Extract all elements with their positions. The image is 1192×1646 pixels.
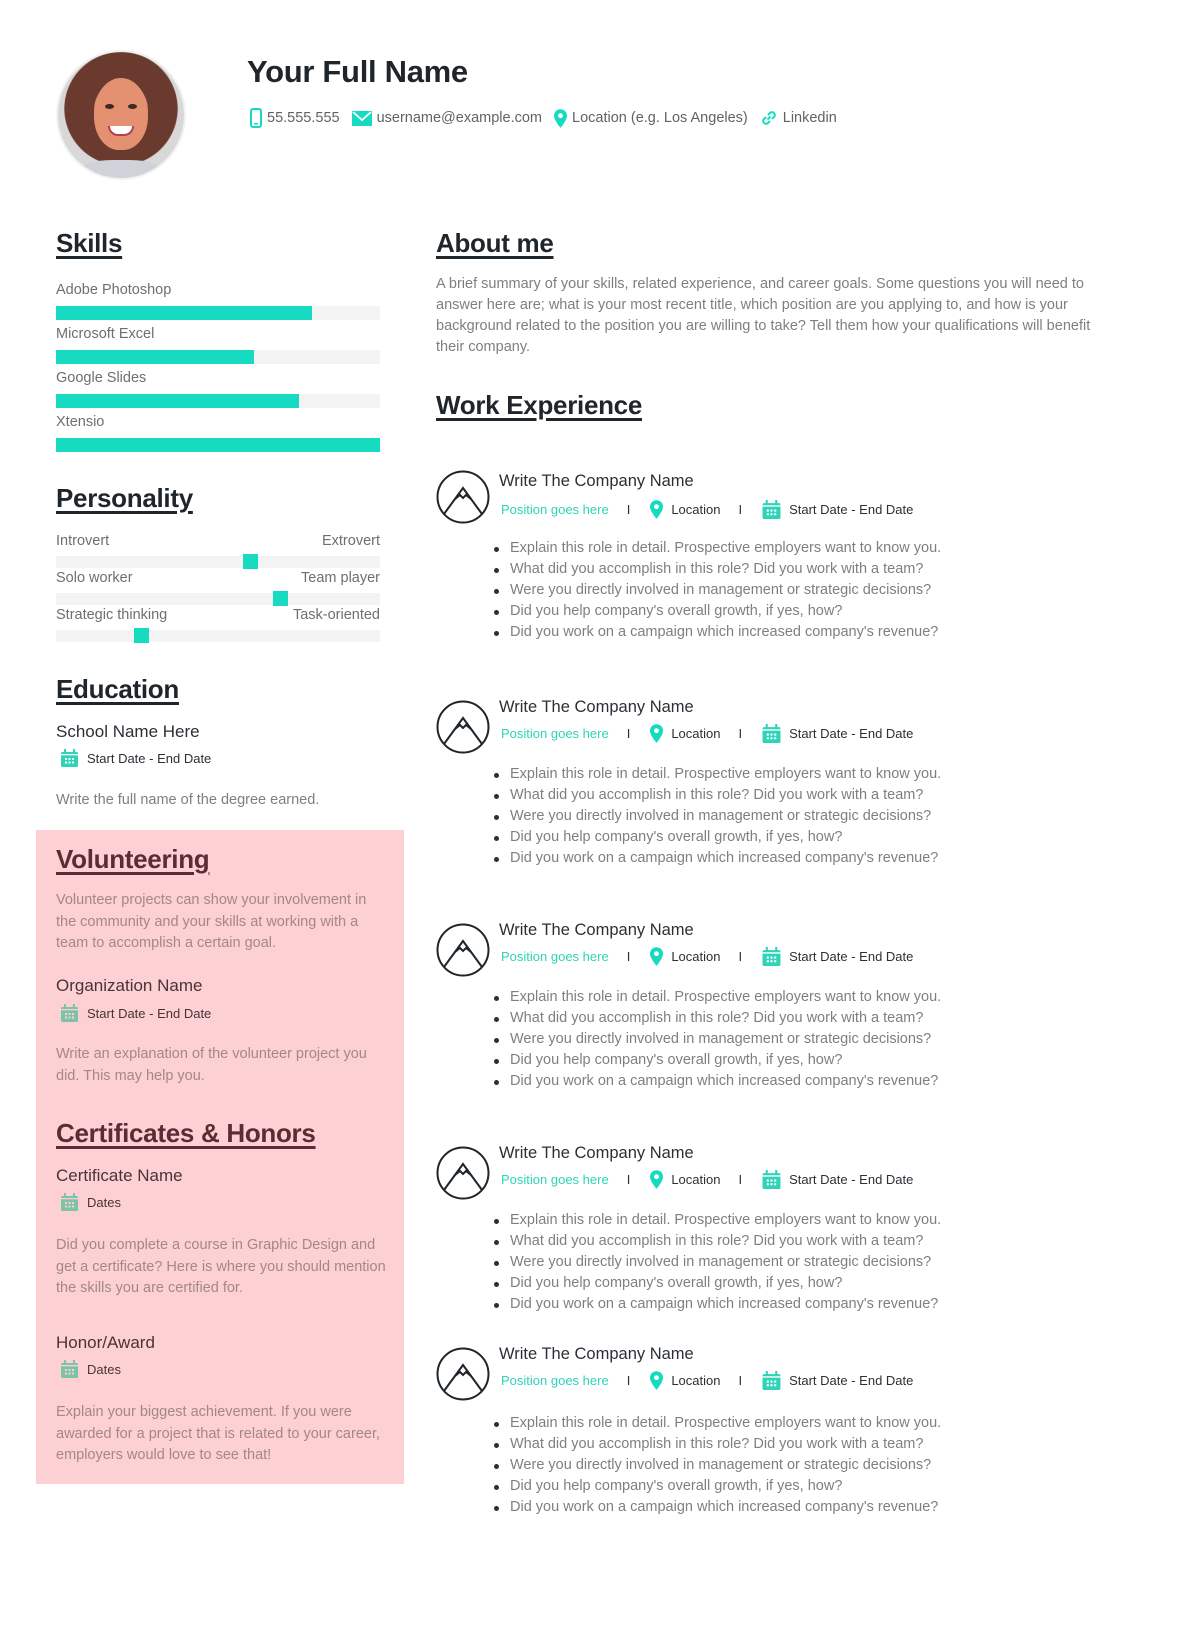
trait-slider [56, 593, 380, 605]
section-title-personality: Personality [56, 483, 193, 513]
job-position: Position goes here [501, 502, 609, 517]
calendar-icon [762, 947, 781, 966]
education-school: School Name Here [56, 722, 200, 741]
job-bullet: What did you accomplish in this role? Did you work with a team? [494, 1231, 941, 1252]
skill-bar-fill [56, 438, 380, 452]
job-location: Location [671, 1172, 721, 1187]
job-separator: I [738, 726, 743, 741]
company-logo-icon [436, 470, 490, 524]
certificate-dates-text: Dates [87, 1194, 121, 1210]
job-meta [501, 724, 913, 743]
job-bullet: Did you help company's overall growth, if yes, how? [494, 827, 941, 848]
location-pin-icon [650, 1170, 663, 1189]
job-separator: I [738, 1373, 743, 1388]
trait-slider [56, 556, 380, 568]
honor-dates-text: Dates [87, 1361, 121, 1377]
company-logo-icon [436, 1146, 490, 1200]
job-bullet: What did you accomplish in this role? Did you work with a team? [494, 559, 941, 580]
calendar-icon [61, 749, 78, 767]
job-bullet: Did you help company's overall growth, if yes, how? [494, 601, 941, 622]
job-separator: I [738, 502, 743, 517]
education-dates [61, 749, 211, 767]
job-company: Write The Company Name [499, 1345, 694, 1363]
trait-slider-marker [134, 628, 149, 643]
calendar-icon [762, 500, 781, 519]
full-name: Your Full Name [247, 54, 468, 89]
calendar-icon [762, 1371, 781, 1390]
location-pin-icon [650, 724, 663, 743]
honor-description: Explain your biggest achievement. If you were awarded for a project that is related to your career, employers would love to see that! [56, 1404, 381, 1463]
job-separator: I [738, 949, 743, 964]
section-title-education: Education [56, 674, 179, 704]
job-position: Position goes here [501, 726, 609, 741]
job-bullet: Were you directly involved in management or strategic decisions? [494, 1252, 941, 1273]
job-bullet: Were you directly involved in management or strategic decisions? [494, 1029, 941, 1050]
phone-icon [250, 108, 262, 128]
about-text: A brief summary of your skills, related experience, and career goals. Some questions you will need to answer here are; what is your most recent title, which position are you applying to, and how is your background related to the position you are willing to take? Tell them how your qualifications will benefit their company. [436, 276, 1091, 355]
trait-slider-marker [243, 554, 258, 569]
job-bullet: Explain this role in detail. Prospective employers want to know you. [494, 764, 941, 785]
job-bullet: Did you help company's overall growth, if yes, how? [494, 1273, 941, 1294]
skill-bar-fill [56, 350, 254, 364]
skill-label: Google Slides [56, 370, 147, 386]
job-meta [501, 947, 913, 966]
volunteering-description: Write an explanation of the volunteer project you did. This may help you. [56, 1046, 367, 1084]
job-separator: I [626, 502, 631, 517]
section-title-about: About me [436, 228, 554, 258]
contact-phone-text: 55.555.555 [267, 110, 340, 126]
job-position: Position goes here [501, 1172, 609, 1187]
contact-email[interactable] [352, 110, 542, 126]
job-dates: Start Date - End Date [789, 1373, 914, 1388]
job-separator: I [626, 1373, 631, 1388]
job-bullet: Explain this role in detail. Prospective employers want to know you. [494, 1413, 941, 1434]
location-pin-icon [650, 1371, 663, 1390]
job-entry [436, 470, 1126, 660]
volunteering-dates [61, 1004, 211, 1022]
skill-bar-fill [56, 394, 299, 408]
honor-name: Honor/Award [56, 1333, 155, 1352]
highlight-box [36, 830, 404, 1484]
education-degree: Write the full name of the degree earned. [56, 792, 320, 808]
job-bullets [494, 987, 941, 1092]
photo-shirt [78, 160, 164, 178]
trait-right-label: Task-oriented [292, 607, 380, 623]
job-bullet: Did you work on a campaign which increased company's revenue? [494, 1071, 941, 1092]
job-bullet: Did you work on a campaign which increased company's revenue? [494, 848, 941, 869]
job-location: Location [671, 949, 721, 964]
job-bullet: Did you work on a campaign which increased company's revenue? [494, 1294, 941, 1315]
job-meta [501, 1170, 913, 1189]
job-meta [501, 500, 913, 519]
job-entry [436, 1142, 1126, 1332]
resume-header [0, 0, 1192, 210]
section-title-skills: Skills [56, 228, 123, 258]
job-bullets [494, 538, 941, 643]
job-entry [436, 919, 1126, 1109]
trait-right-label: Extrovert [321, 533, 380, 549]
job-separator: I [738, 1172, 743, 1187]
job-bullet: Did you help company's overall growth, if yes, how? [494, 1050, 941, 1071]
contact-row [250, 108, 849, 128]
job-bullet: What did you accomplish in this role? Did you work with a team? [494, 1008, 941, 1029]
contact-location-text: Location (e.g. Los Angeles) [572, 110, 748, 126]
job-bullet: What did you accomplish in this role? Did you work with a team? [494, 785, 941, 806]
location-pin-icon [554, 109, 567, 128]
job-bullet: Did you work on a campaign which increased company's revenue? [494, 1497, 941, 1518]
job-separator: I [626, 726, 631, 741]
email-icon [352, 111, 372, 126]
profile-photo [58, 52, 184, 178]
contact-email-text: username@example.com [376, 110, 543, 126]
job-bullet: Explain this role in detail. Prospective employers want to know you. [494, 538, 941, 559]
job-location: Location [671, 1373, 721, 1388]
location-pin-icon [650, 947, 663, 966]
contact-linkedin-text: Linkedin [782, 110, 837, 126]
trait-left-label: Strategic thinking [56, 607, 168, 623]
trait-left-label: Introvert [56, 533, 110, 549]
skill-bar [56, 394, 380, 408]
calendar-icon [762, 724, 781, 743]
job-position: Position goes here [501, 949, 609, 964]
honor-dates [61, 1360, 121, 1378]
job-company: Write The Company Name [499, 698, 694, 716]
job-bullet: Were you directly involved in management or strategic decisions? [494, 1455, 941, 1476]
volunteering-dates-text: Start Date - End Date [87, 1005, 212, 1021]
job-company: Write The Company Name [499, 472, 694, 490]
photo-face [94, 78, 148, 150]
company-logo-icon [436, 923, 490, 977]
job-bullet: Were you directly involved in management or strategic decisions? [494, 806, 941, 827]
volunteering-intro: Volunteer projects can show your involvement in the community and your skills at working with a team to accomplish a certain goal. [56, 892, 367, 951]
job-bullets [494, 1210, 941, 1315]
education-dates-text: Start Date - End Date [87, 750, 212, 766]
job-dates: Start Date - End Date [789, 726, 914, 741]
calendar-icon [61, 1193, 78, 1211]
job-entry [436, 696, 1126, 886]
skill-label: Microsoft Excel [56, 326, 155, 342]
job-bullet: Did you help company's overall growth, if yes, how? [494, 1476, 941, 1497]
link-icon [760, 109, 778, 127]
photo-eye [105, 104, 114, 109]
job-company: Write The Company Name [499, 1144, 694, 1162]
trait-slider-marker [273, 591, 288, 606]
skill-bar-fill [56, 306, 312, 320]
job-separator: I [626, 1172, 631, 1187]
job-dates: Start Date - End Date [789, 1172, 914, 1187]
section-title-volunteering: Volunteering [56, 844, 210, 874]
calendar-icon [61, 1360, 78, 1378]
skill-label: Adobe Photoshop [56, 282, 172, 298]
job-bullet: What did you accomplish in this role? Did you work with a team? [494, 1434, 941, 1455]
trait-slider [56, 630, 380, 642]
job-bullet: Did you work on a campaign which increased company's revenue? [494, 622, 941, 643]
job-bullets [494, 764, 941, 869]
job-dates: Start Date - End Date [789, 502, 914, 517]
calendar-icon [61, 1004, 78, 1022]
job-entry [436, 1343, 1126, 1533]
skill-label: Xtensio [56, 414, 105, 430]
job-location: Location [671, 726, 721, 741]
contact-phone[interactable] [250, 108, 340, 128]
job-bullet: Explain this role in detail. Prospective employers want to know you. [494, 1210, 941, 1231]
job-position: Position goes here [501, 1373, 609, 1388]
contact-linkedin[interactable] [760, 109, 837, 127]
skill-bar [56, 350, 380, 364]
job-location: Location [671, 502, 721, 517]
job-meta [501, 1371, 913, 1390]
skill-bar [56, 438, 380, 452]
trait-left-label: Solo worker [56, 570, 133, 586]
certificate-dates [61, 1193, 121, 1211]
trait-right-label: Team player [301, 570, 380, 586]
job-bullets [494, 1413, 941, 1518]
company-logo-icon [436, 700, 490, 754]
volunteering-organization: Organization Name [56, 976, 203, 995]
job-bullet: Explain this role in detail. Prospective employers want to know you. [494, 987, 941, 1008]
job-separator: I [626, 949, 631, 964]
certificate-name: Certificate Name [56, 1166, 183, 1185]
calendar-icon [762, 1170, 781, 1189]
photo-eye [128, 104, 137, 109]
certificate-description: Did you complete a course in Graphic Design and get a certificate? Here is where you should mention the skills you are certified for. [56, 1237, 386, 1296]
job-bullet: Were you directly involved in management or strategic decisions? [494, 580, 941, 601]
skill-bar [56, 306, 380, 320]
company-logo-icon [436, 1347, 490, 1401]
section-title-certificates: Certificates & Honors [56, 1118, 316, 1148]
contact-location[interactable] [554, 109, 748, 128]
section-title-work: Work Experience [436, 390, 643, 420]
location-pin-icon [650, 500, 663, 519]
job-dates: Start Date - End Date [789, 949, 914, 964]
job-company: Write The Company Name [499, 921, 694, 939]
